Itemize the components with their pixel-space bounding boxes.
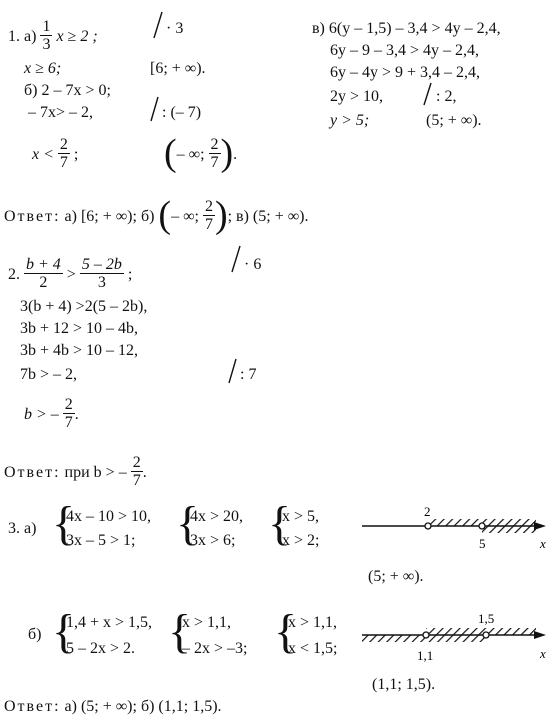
problem-1v-operation: : 2,	[436, 88, 457, 105]
axis-variable-label: x	[540, 536, 546, 551]
answer-label: Ответ:	[4, 464, 61, 482]
problem-1v-line4: 2y > 10,	[330, 88, 384, 105]
answer-label: Ответ:	[4, 208, 61, 226]
problem-3a-sys1-line2: 3x – 5 > 1;	[66, 532, 136, 549]
problem-3a-sys3-line1: x > 5,	[282, 508, 320, 525]
problem-3a-label: 3. а)	[8, 520, 37, 537]
axis-arrow-icon	[534, 522, 546, 530]
problem-3b-sys3-line2: x < 1,5;	[288, 640, 338, 657]
answer-2: Ответ: при b > – $\frac{2}{7}$ .	[4, 454, 147, 489]
tick-label-2: 2	[424, 504, 431, 519]
number-line-3b	[356, 604, 556, 668]
problem-3a-sys2-line2: 3x > 6;	[190, 532, 236, 549]
answer-label: Ответ:	[4, 698, 61, 715]
problem-2-line4: 7b > – 2,	[20, 366, 78, 383]
problem-3b-label: б)	[28, 626, 42, 643]
answer-3: Ответ: а) (5; + ∞); б) (1,1; 1,5).	[4, 698, 222, 715]
problem-3b-sys3-line1: x > 1,1,	[288, 614, 338, 631]
problem-2-operation1: · 6	[244, 256, 262, 273]
problem-3a-interval: (5; + ∞).	[368, 568, 424, 585]
answer-1: Ответ: а) [6; + ∞); б) (– ∞; $\frac{2}{7}$ ); в) (5; + ∞).	[4, 193, 309, 236]
problem-1b-line2: – 7x> – 2,	[28, 104, 94, 121]
open-point-1-5	[483, 632, 489, 638]
system-brace: {	[176, 497, 200, 550]
problem-3a-sys3-line2: x > 2;	[282, 532, 320, 549]
open-point-2	[425, 523, 431, 529]
tick-label-1-5: 1,5	[478, 611, 495, 626]
problem-1b-line3: x < $\frac{2}{7}$ ;	[32, 136, 79, 171]
problem-2-line0: 2. $\frac{b + 4}{2}$ > $\frac{5 - 2b}{3}$ ;	[8, 256, 133, 291]
problem-1a-operation: · 3	[166, 20, 184, 37]
problem-1a-inequality: x ≥ 2 ;	[56, 28, 98, 46]
axis-variable-label: x	[540, 646, 546, 661]
problem-1v-line2: 6y – 9 – 3,4 > 4y – 2,4,	[330, 42, 480, 59]
system-brace: {	[168, 605, 192, 658]
problem-1b-operation: : (– 7)	[162, 104, 202, 121]
system-brace: {	[274, 605, 298, 658]
problem-3b-sys2-line1: x > 1,1,	[182, 614, 232, 631]
tick-label-1-1: 1,1	[417, 648, 434, 663]
problem-3b-sys2-line2: – 2x > –3;	[182, 640, 248, 657]
problem-1v-interval: (5; + ∞).	[426, 112, 482, 129]
problem-2-line5: b > – $\frac{2}{7}$ .	[24, 396, 79, 431]
hatch-x-greater-1-1	[426, 628, 536, 635]
problem-1b-interval: (– ∞; $\frac{2}{7}$ ).	[164, 131, 238, 174]
open-point-1-1	[423, 632, 429, 638]
problem-1v-line5: y > 5;	[330, 112, 370, 129]
problem-3a-sys1-line1: 4x – 10 > 10,	[66, 508, 152, 525]
problem-3b-sys1-line1: 1,4 + x > 1,5,	[66, 614, 153, 631]
problem-3b-interval: (1,1; 1,5).	[372, 676, 436, 693]
problem-2-line3: 3b + 4b > 10 – 12,	[20, 342, 139, 359]
system-brace: {	[52, 605, 76, 658]
problem-1a-line2: x ≥ 6;	[24, 60, 62, 77]
problem-1a-line1	[8, 20, 98, 55]
number-line-3a	[356, 496, 556, 560]
problem-1b-line1: б) 2 – 7x > 0;	[24, 82, 111, 99]
problem-1a-interval: [6; + ∞).	[150, 60, 206, 77]
problem-1v-line1: в) 6(y – 1,5) – 3,4 > 4y – 2,4,	[312, 20, 501, 37]
problem-2-operation2: : 7	[240, 366, 257, 383]
tick-label-5: 5	[479, 536, 486, 551]
fraction-one-third: $\frac{1}{3}$	[42, 18, 51, 53]
problem-2-line1: 3(b + 4) >2(5 – 2b),	[20, 298, 148, 315]
hatch-x-greater-5	[482, 526, 536, 533]
problem-1a-label: 1. а)	[8, 28, 37, 46]
open-point-5	[479, 523, 485, 529]
system-brace: {	[52, 497, 76, 550]
problem-3a-sys2-line1: 4x > 20,	[190, 508, 244, 525]
problem-3b-sys1-line2: 5 – 2x > 2.	[66, 640, 136, 657]
problem-1v-line3: 6y – 4y > 9 + 3,4 – 2,4,	[330, 64, 481, 81]
problem-2-label: 2.	[8, 266, 20, 284]
axis-arrow-icon	[534, 631, 546, 639]
system-brace: {	[268, 497, 292, 550]
problem-2-line2: 3b + 12 > 10 – 4b,	[20, 320, 139, 337]
